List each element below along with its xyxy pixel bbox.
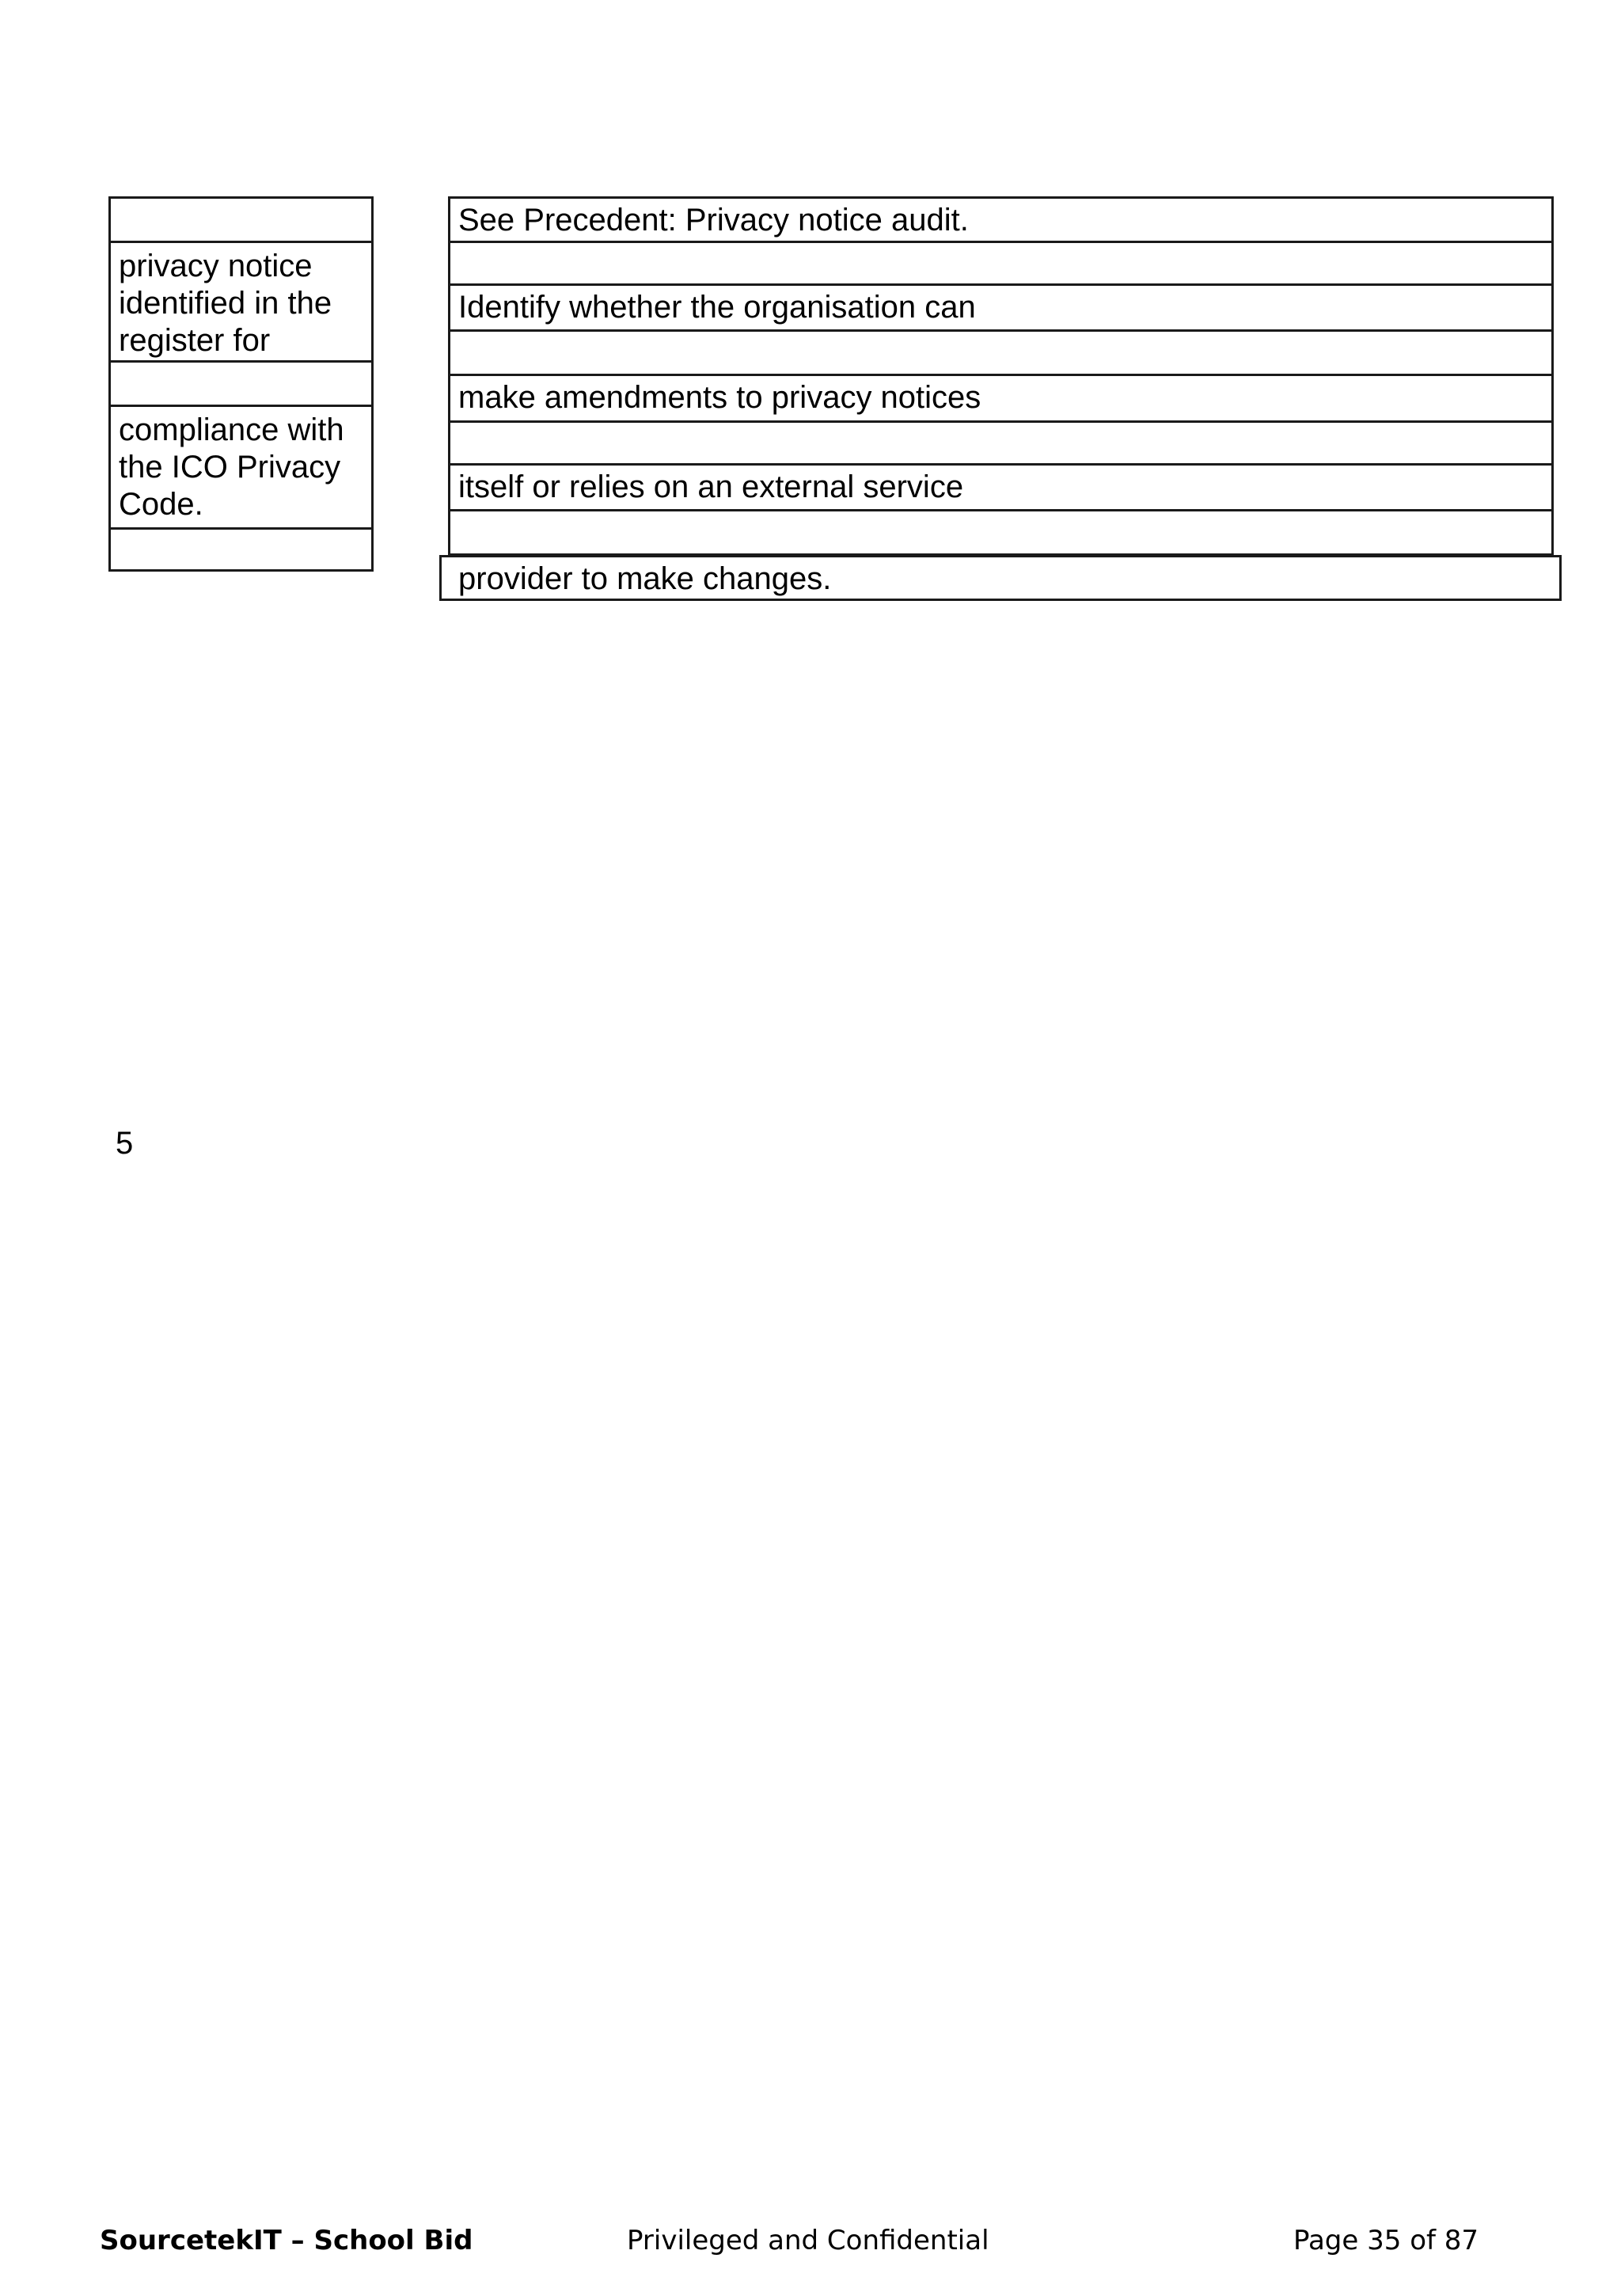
- footer-page-number: Page 35 of 87: [1293, 2225, 1479, 2256]
- right-table-row: make amendments to privacy notices: [448, 374, 1554, 423]
- page-marker: 5: [116, 1126, 134, 1161]
- right-table-row: itself or relies on an external service: [448, 463, 1554, 511]
- right-table-row: [448, 241, 1554, 286]
- left-table-row: [108, 360, 374, 407]
- left-table-row: compliance with the ICO Privacy Code.: [108, 405, 374, 530]
- right-table-row: Identify whether the organisation can: [448, 283, 1554, 332]
- left-table-row: [108, 527, 374, 572]
- footer-document-title: SourcetekIT – School Bid: [100, 2225, 473, 2256]
- right-table-row: [448, 329, 1554, 376]
- left-table-row: [108, 196, 374, 243]
- left-table-row: privacy notice identified in the register for: [108, 241, 374, 363]
- right-table-row: See Precedent: Privacy notice audit.: [448, 196, 1554, 243]
- right-table-row: [448, 509, 1554, 556]
- footer-confidentiality: Privileged and Confidential: [627, 2225, 989, 2256]
- right-table-row: [448, 420, 1554, 466]
- right-table-row: provider to make changes.: [439, 555, 1562, 601]
